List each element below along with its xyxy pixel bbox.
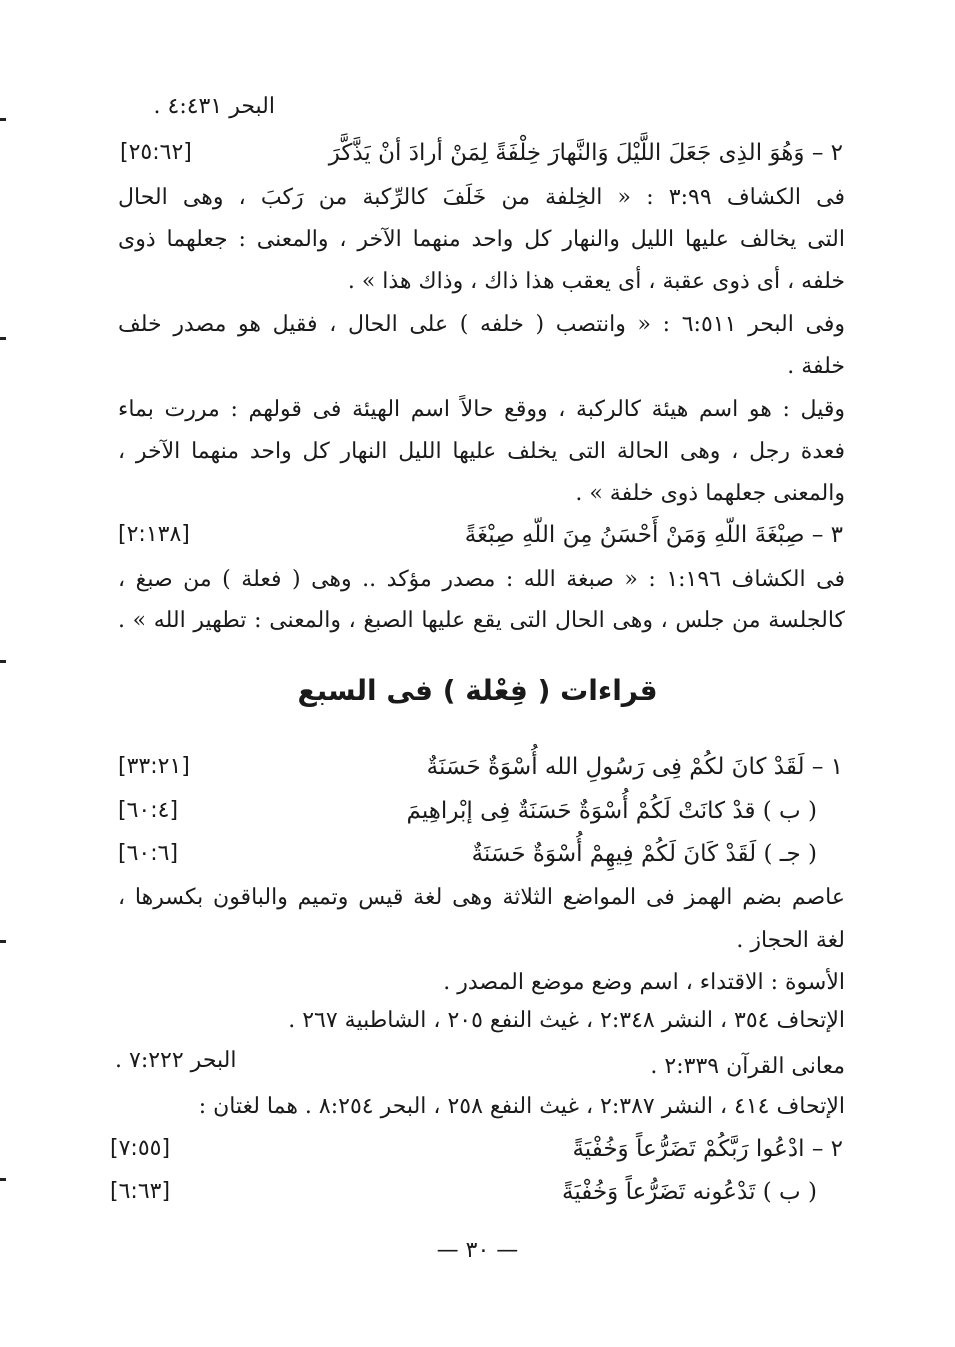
text-line: الأسوة : الاقتداء ، اسم وضع موضع المصدر .	[443, 970, 845, 995]
verse-line: ( جـ ) لَقَدْ كَانَ لَكُمْ فِيهِمْ أُسْوَةٌ حَسَنَةٌ	[471, 841, 817, 867]
text-line: وقيل : هو اسم هيئة كالركبة ، ووقع حالاً اسم الهيئة فى قولهم : مررت بماء	[118, 397, 845, 422]
verse-reference: [٧:٥٥]	[110, 1136, 171, 1161]
verse-line: ٢ – ادْعُوا رَبَّكُمْ تَضَرُّعاً وَخُفْيَةً	[572, 1136, 843, 1162]
text-line: خلفه ، أى ذوى عقبة ، أى يعقب هذا ذاك ، وذاك هذا » .	[347, 269, 845, 294]
verse-line: ( ب ) قدْ كانَتْ لَكُمْ أُسْوَةٌ حَسَنَةٌ فِى إبْراهِيمَ	[406, 798, 817, 824]
text-line: فى الكشاف ١:١٩٦ : « صبغة الله : مصدر مؤكد .. وهى ( فعلة ) من صبغ ،	[118, 567, 845, 592]
margin-mark	[0, 940, 6, 943]
verse-reference: [٦٠:٦]	[118, 841, 179, 866]
text-line: فى الكشاف ٣:٩٩ : « الخِلفة من خَلَفَ كالرِّكبة من رَكبَ ، وهى الحال	[118, 185, 845, 210]
text-line: الإتحاف ٤١٤ ، النشر ٢:٣٨٧ ، غيث النفع ٢٥٨ ، البحر ٨:٢٥٤ . هما لغتان :	[198, 1094, 845, 1119]
text-line: التى يخالف عليها الليل والنهار كل واحد منهما الآخر ، والمعنى : جعلهما ذوى	[118, 227, 845, 252]
verse-line: ١ – لَقَدْ كانَ لكُمْ فِى رَسُولِ الله أُسْوَةٌ حَسَنَةٌ	[426, 754, 843, 780]
verse-line: ( ب ) تَدْعُونه تَضَرُّعاً وَخُفْيَةً	[562, 1179, 817, 1205]
text-line: الإتحاف ٣٥٤ ، النشر ٢:٣٤٨ ، غيث النفع ٢٠٥ ، الشاطبية ٢٦٧ .	[288, 1008, 845, 1033]
text-line: عاصم بضم الهمز فى المواضع الثلاثة وهى لغة قيس وتميم والباقون بكسرها ،	[118, 885, 845, 910]
margin-mark	[0, 337, 6, 340]
verse-line: ٣ – صِبْغَةَ اللّهِ وَمَنْ أَحْسَنُ مِنَ اللّهِ صِبْغَةً	[464, 522, 843, 548]
page-number: — ٣٠ —	[436, 1238, 519, 1263]
verse-reference: [٢:١٣٨]	[118, 522, 190, 547]
text-line: البحر ٧:٢٢٢ .	[115, 1048, 237, 1073]
text-line: معانى القرآن ٢:٣٣٩ .	[650, 1054, 845, 1079]
text-line: والمعنى جعلهما ذوى خلفة » .	[575, 481, 845, 506]
margin-mark	[0, 660, 6, 663]
verse-reference: [٢٥:٦٢]	[120, 140, 192, 165]
verse-reference: [٣٣:٢١]	[118, 754, 190, 779]
text-line: كالجلسة من جلس ، وهى الحال التى يقع عليها الصبغ ، والمعنى : تطهير الله » .	[118, 608, 845, 633]
verse-reference: [٦:٦٣]	[110, 1179, 171, 1204]
text-line: فعدة رجل ، وهى الحالة التى يخلف عليها الليل النهار كل واحد منهما الآخر ،	[118, 439, 845, 464]
margin-mark	[0, 1178, 6, 1181]
verse-reference: [٦٠:٤]	[118, 798, 179, 823]
text-line: لغة الحجاز .	[736, 928, 845, 953]
text-line: البحر ٤:٤٣١ .	[153, 94, 275, 119]
margin-mark	[0, 118, 6, 121]
verse-line: ٢ – وَهُوَ الذِى جَعَلَ اللَّيْلَ وَالنَّهارَ خِلْفَةً لِمَنْ أرادَ أنْ يَذَّكَّرَ	[328, 140, 843, 166]
text-line: خلفة .	[787, 354, 845, 379]
section-heading: قراءات ( فِعْلة ) فى السبع	[297, 674, 658, 707]
text-line: وفى البحر ٦:٥١١ : « وانتصب ( خلفه ) على الحال ، فقيل هو مصدر خلف	[118, 312, 845, 337]
